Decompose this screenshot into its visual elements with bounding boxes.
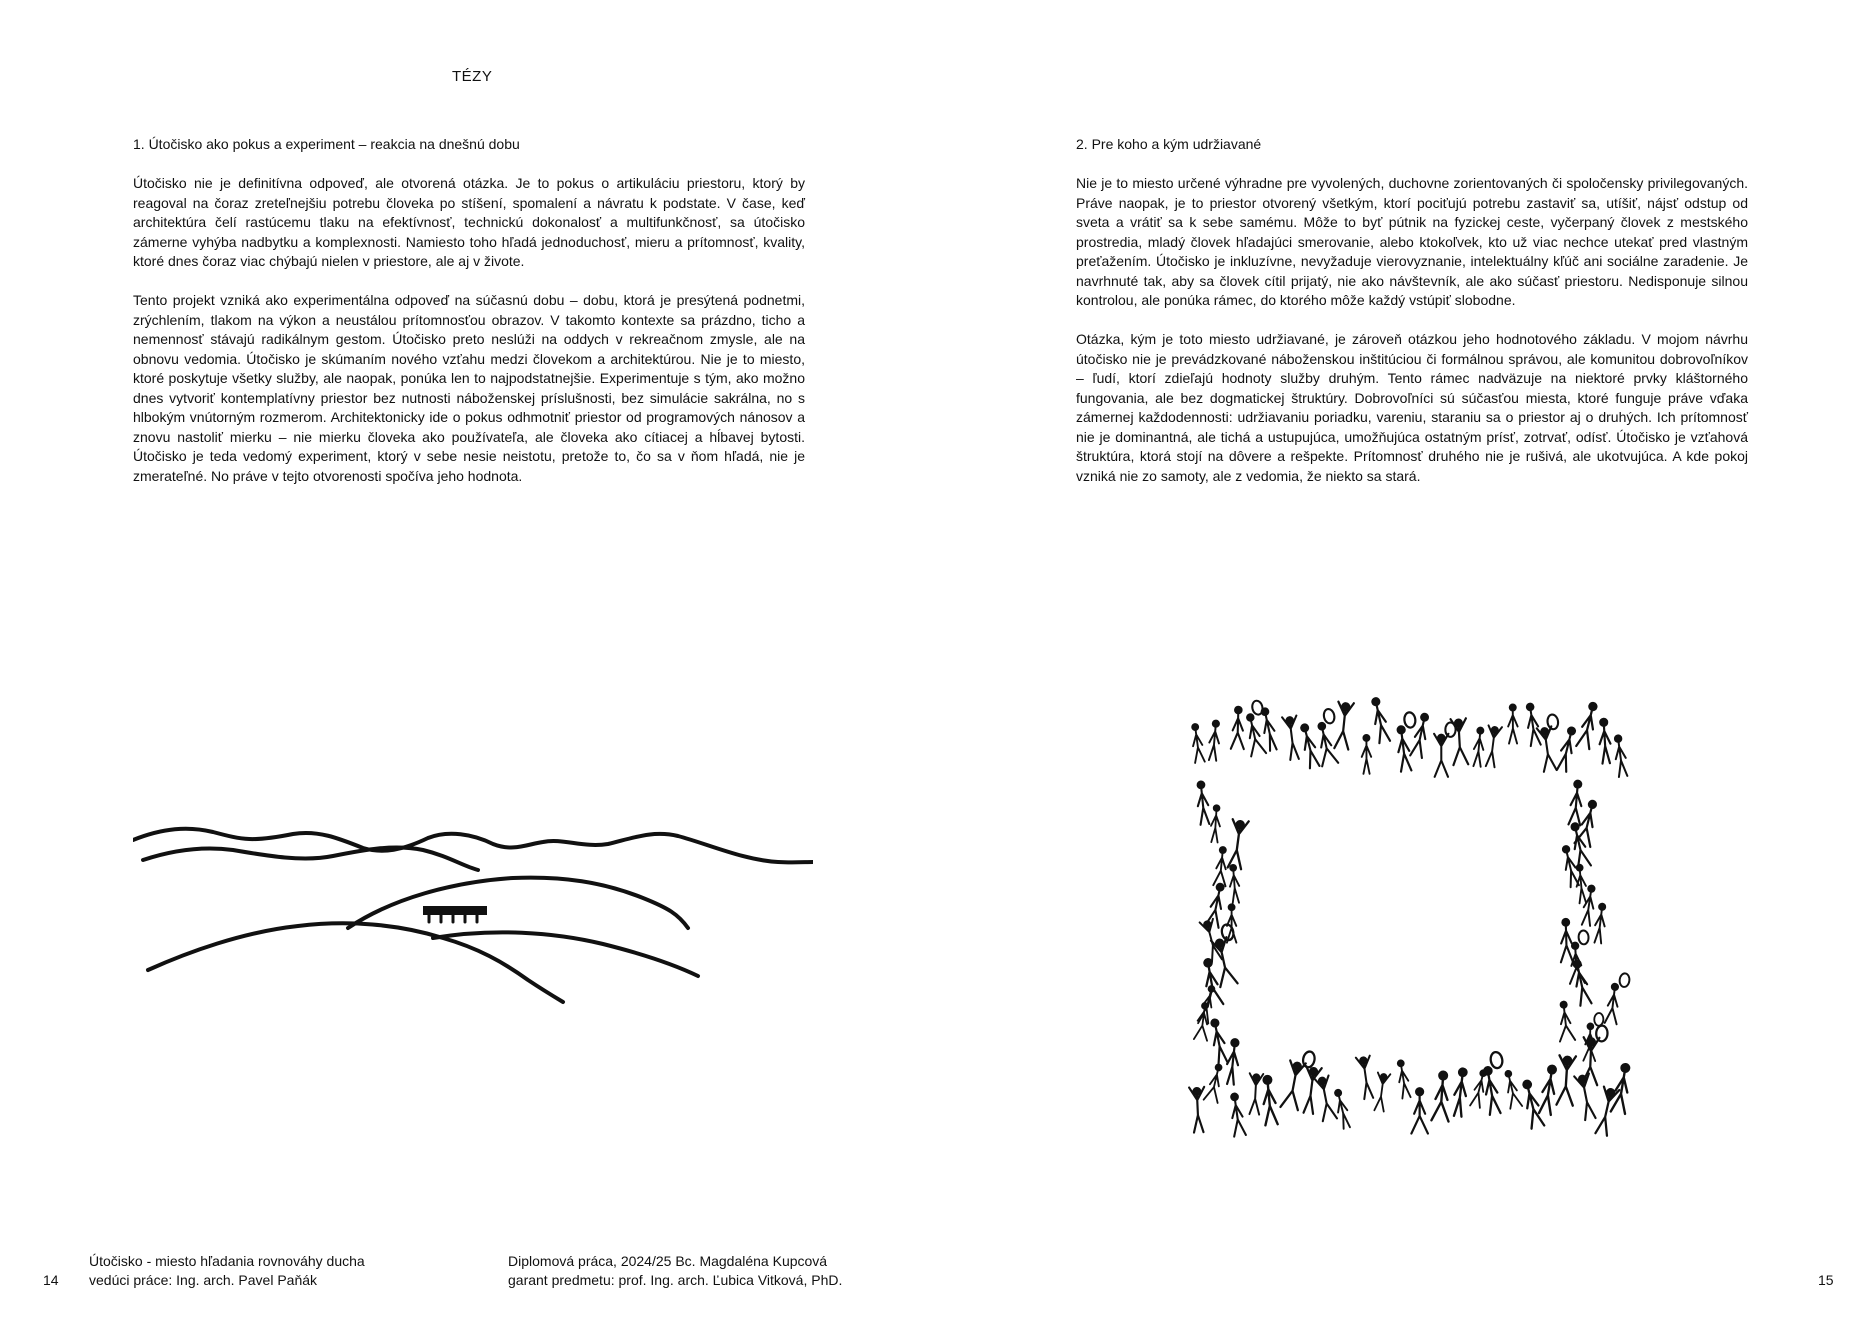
footer-guarantor: garant predmetu: prof. Ing. arch. Ľubica Vitková, PhD. xyxy=(508,1272,843,1288)
section-title-1: 1. Útočisko ako pokus a experiment – reakcia na dnešnú dobu xyxy=(133,136,520,152)
right-paragraph-1: Nie je to miesto určené výhradne pre vyvolených, duchovne zorientovaných či spoločensky privilegovaných. Práve naopak, je to priestor otvorený všetkým, ktorí pociťujú potrebu zastaviť sa, utíšiť, nájsť odstup od sveta a vrátiť sa k sebe samému. Môže to byť pútnik na fyzickej ceste, vyčerpaný človek z mestského prostredia, mladý človek hľadajúci smerovanie, alebo ktokoľvek, kto už viac nechce utekať pred vlastným preťažením. Útočisko je inkluzívne, nevyžaduje vierovyznanie, intelektuálny kľúč ani sociálne zaradenie. Je navrhnuté tak, aby sa človek cítil prijatý, nie ako návštevník, ale ako súčasť priestoru. Nedisponuje silnou kontrolou, ale ponúka rámec, do ktorého môže každý vstúpiť slobodne. xyxy=(1076,175,1748,308)
people-frame-illustration-icon xyxy=(1185,685,1647,1147)
right-column xyxy=(1076,135,1748,506)
footer-center xyxy=(508,1252,842,1290)
left-paragraph-1: Útočisko nie je definitívna odpoveď, ale otvorená otázka. Je to pokus o artikuláciu priestoru, ktorý by reagoval na čoraz zreteľnejšiu potrebu človeka po stíšení, spomalení a návratu k podstate. V čase, keď architektúra čelí rastúcemu tlaku na efektívnosť, technickú dokonalosť a multifunkčnosť, sa útočisko zámerne vyhýba nadbytku a komplexnosti. Namiesto toho hľadá jednoduchosť, mieru a prítomnosť, kvality, ktoré dnes čoraz viac chýbajú nielen v priestore, ale aj v živote. xyxy=(133,175,805,269)
footer-thesis-info: Diplomová práca, 2024/25 Bc. Magdaléna Kupcová xyxy=(508,1253,828,1269)
left-paragraph-2: Tento projekt vzniká ako experimentálna odpoveď na súčasnú dobu – dobu, ktorá je presýtená podnetmi, zrýchlením, tlakom na výkon a neustálou prítomnosťou obrazov. V takomto kontexte sa prázdno, ticho a nemennosť stávajú radikálnym gestom. Útočisko preto neslúži na oddych v rekreačnom zmysle, ale na obnovu vedomia. Útočisko je skúmaním nového vzťahu medzi človekom a architektúrou. Nie je to miesto, ktoré poskytuje všetky služby, ale naopak, ponúka len to najpodstatnejšie. Experimentuje s tým, ako možno dnes vytvoriť kontemplatívny priestor bez nutnosti náboženskej príslušnosti, bez simulácie sakrálna, no s hlbokým vnútorným rozmerom. Architektonicky ide o pokus odhmotniť priestor od programových nánosov a znovu nastoliť mierku – nie mierku človeka ako používateľa, ale človeka ako cítiacej a hĺbavej bytosti. Útočisko je teda vedomý experiment, ktorý v sebe nesie neistotu, pretože to, čo sa v ňom hľadá, nie je zmerateľné. No práve v tejto otvorenosti spočíva jeho hodnota. xyxy=(133,292,805,484)
landscape-illustration-icon xyxy=(133,820,813,1020)
footer-supervisor: vedúci práce: Ing. arch. Pavel Paňák xyxy=(89,1272,318,1288)
footer-left xyxy=(89,1252,365,1290)
section-title-2: 2. Pre koho a kým udržiavané xyxy=(1076,136,1262,152)
left-column xyxy=(133,135,805,506)
page-number-right: 15 xyxy=(1818,1272,1834,1288)
page-heading: TÉZY xyxy=(452,68,493,85)
page-number-left: 14 xyxy=(43,1272,59,1288)
right-paragraph-2: Otázka, kým je toto miesto udržiavané, je zároveň otázkou jeho hodnotového základu. V mojom návrhu útočisko nie je prevádzkované náboženskou inštitúciou či formálnou správou, ale komunitou dobrovoľníkov – ľudí, ktorí zdieľajú hodnoty služby druhým. Tento rámec nadväzuje na niektoré prvky kláštorného fungovania, ale bez dogmatickej štruktúry. Dobrovoľníci sú súčasťou miesta, ktoré funguje práve vďaka zámernej každodennosti: udržiavaniu poriadku, vareniu, staraniu sa o priestor aj o druhých. Ich prítomnosť nie je dominantná, ale tichá a ustupujúca, umožňujúca ostatným prísť, zotrvať, odísť. Útočisko je vzťahová štruktúra, ktorá stojí na dôvere a rešpekte. Prítomnosť druhého nie je rušivá, ale ukotvujúca. A kde pokoj vzniká nie zo samoty, ale z vedomia, že niekto sa stará. xyxy=(1076,331,1748,484)
footer-thesis-title: Útočisko - miesto hľadania rovnováhy ducha xyxy=(89,1253,365,1269)
